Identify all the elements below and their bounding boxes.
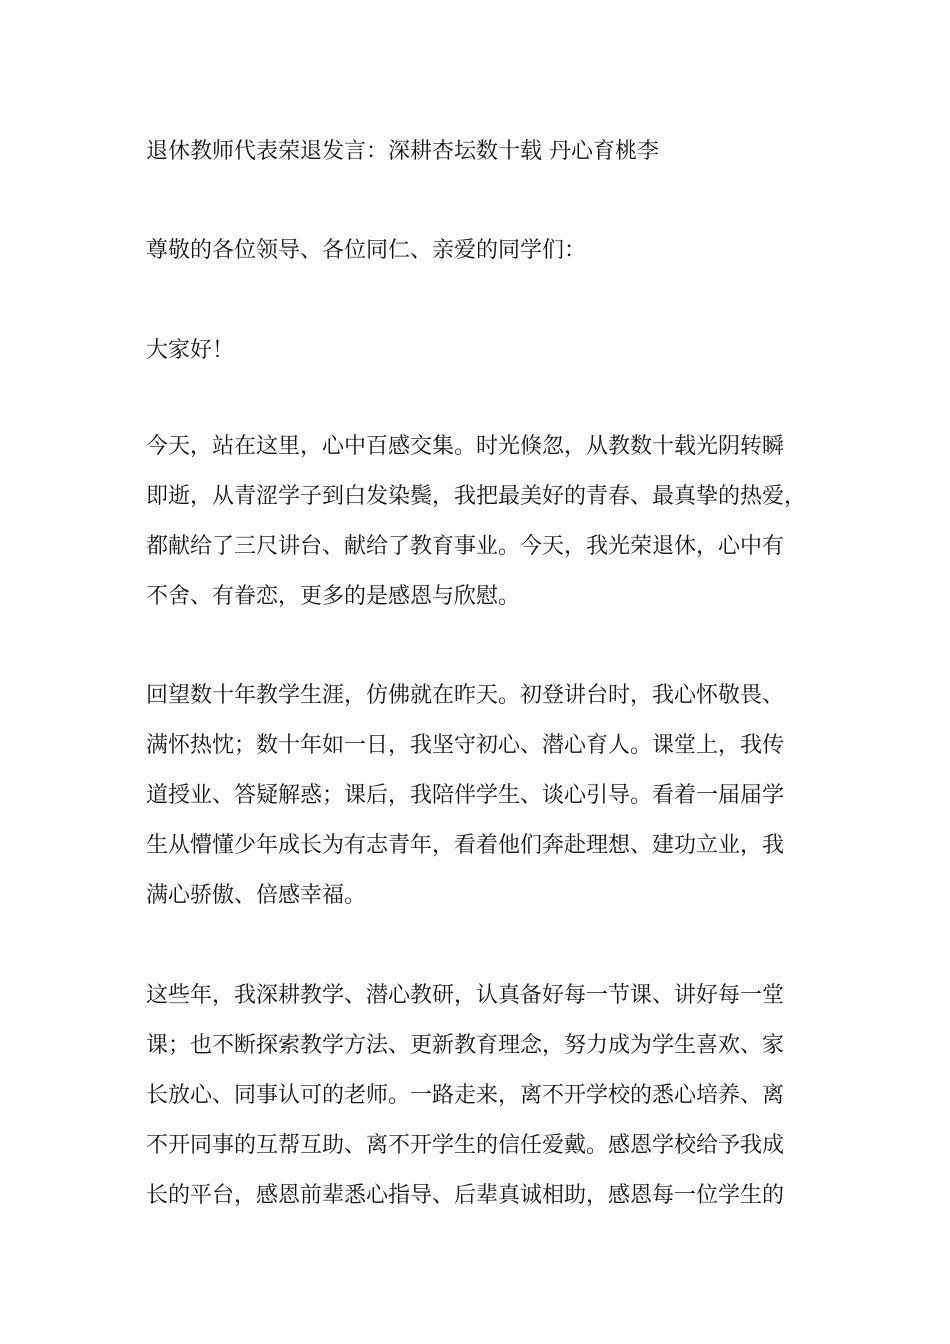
paragraph-line: 满怀热忱；数十年如一日，我坚守初心、潜心育人。课堂上，我传 [146,733,785,758]
paragraph-line: 长放心、同事认可的老师。一路走来，离不开学校的悉心培养、离 [146,1083,785,1108]
document-title: 退休教师代表荣退发言：深耕杏坛数十载 丹心育桃李 [146,139,659,164]
greeting: 大家好！ [146,338,235,363]
paragraph-line: 回望数十年教学生涯，仿佛就在昨天。初登讲台时，我心怀敬畏、 [146,683,785,708]
paragraph-3 [146,971,836,1221]
paragraph-line: 即逝，从青涩学子到白发染鬓，我把最美好的青春、最真挚的热爱， [146,484,807,509]
paragraph-line: 不开同事的互帮互助、离不开学生的信任爱戴。感恩学校给予我成 [146,1133,785,1158]
paragraph-2 [146,671,836,921]
paragraph-1 [146,422,836,622]
paragraph-line: 生从懵懂少年成长为有志青年，看着他们奔赴理想、建功立业，我 [146,833,785,858]
paragraph-line: 道授业、答疑解惑；课后，我陪伴学生、谈心引导。看着一届届学 [146,783,785,808]
paragraph-line: 今天，站在这里，心中百感交集。时光倏忽，从教数十载光阴转瞬 [146,434,785,459]
paragraph-line: 都献给了三尺讲台、献给了教育事业。今天，我光荣退休，心中有 [146,534,785,559]
paragraph-line: 这些年，我深耕教学、潜心教研，认真备好每一节课、讲好每一堂 [146,983,785,1008]
paragraph-line: 课；也不断探索教学方法、更新教育理念，努力成为学生喜欢、家 [146,1033,785,1058]
salutation: 尊敬的各位领导、各位同仁、亲爱的同学们： [146,238,587,263]
paragraph-line: 长的平台，感恩前辈悉心指导、后辈真诚相助，感恩每一位学生的 [146,1183,785,1208]
paragraph-line: 不舍、有眷恋，更多的是感恩与欣慰。 [146,584,521,609]
paragraph-line: 满心骄傲、倍感幸福。 [146,883,367,908]
